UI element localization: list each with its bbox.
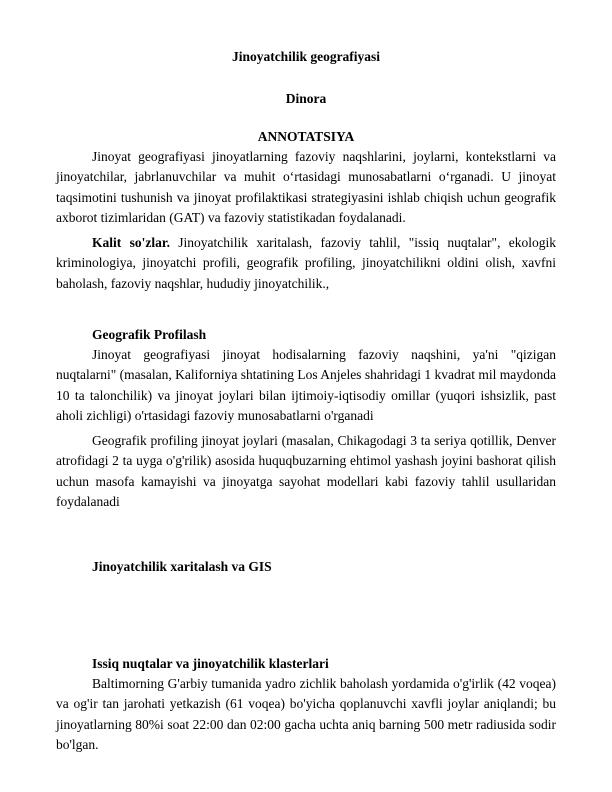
section-heading-hotspots: Issiq nuqtalar va jinoyatchilik klasterlari — [92, 656, 329, 671]
keywords-text: Jinoyatchilik xaritalash, fazoviy tahlil, "issiq nuqtalar", ekologik kriminologiya, jinoyatchi profili, geografik profiling, jinoyatchilikni oldini olish, xavfni baholash, fazoviy naqshlar, hududiy jinoyatchilik., — [56, 235, 557, 291]
author-name: Dinora — [285, 91, 327, 106]
profiling-paragraph-2: Geografik profiling jinoyat joylari (masalan, Chikagodagi 3 ta seriya qotillik, Denver atrofidagi 2 ta uyga o'g'rilik) asosida huquqbuzarning ehtimol yashash joyini bashorat qilish uchun masofa kamayishi va jinoyatga sayohat modellari kabi fazoviy tahlil usullaridan foydalanadi — [56, 433, 556, 509]
profiling-paragraph-1: Jinoyat geografiyasi jinoyat hodisalarning fazoviy naqshini, ya'ni "qizigan nuqtalarni" (masalan, Kaliforniya shtatining Los Anjeles shahridagi 1 kvadrat mil maydonda 10 ta talonchilik) va jinoyat joylari bilan ijtimoiy-iqtisodiy omillar (yuqori ishsizlik, past aholi zichligi) o'rtasidagi fazoviy munosabatlarni o'rganadi — [56, 347, 557, 423]
hotspots-paragraph-1: Baltimorning G'arbiy tumanida yadro zichlik baholash yordamida o'g'irlik (42 voqea) va og'ir tan jarohati yetkazish (61 voqea) bo'yicha qoplanuvchi xavfli joylar aniqlandi; bu jinoyatlarning 80%i soat 22:00 dan 02:00 gacha uchta aniq barning 500 metr radiusida sodir bo'lgan. — [56, 676, 556, 752]
document-title: Jinoyatchilik geografiyasi — [231, 49, 381, 64]
annotation-heading: ANNOTATSIYA — [257, 129, 355, 144]
keywords-paragraph — [56, 233, 556, 294]
section-heading-mapping: Jinoyatchilik xaritalash va GIS — [92, 559, 272, 574]
keywords-label: Kalit so'zlar. — [92, 235, 170, 250]
annotation-paragraph: Jinoyat geografiyasi jinoyatlarning fazoviy naqshlarini, joylarni, kontekstlarni va jinoyatchilar, jabrlanuvchilar va muhit o‘rtasidagi munosabatlarni o‘rganadi. U jinoyat taqsimotini tushunish va jinoyat profilaktikasi strategiyasini ishlab chiqish uchun geografik axborot tizimlaridan (GAT) va fazoviy statistikadan foydalanadi. — [56, 149, 556, 225]
section-heading-profiling: Geografik Profilash — [92, 327, 207, 342]
